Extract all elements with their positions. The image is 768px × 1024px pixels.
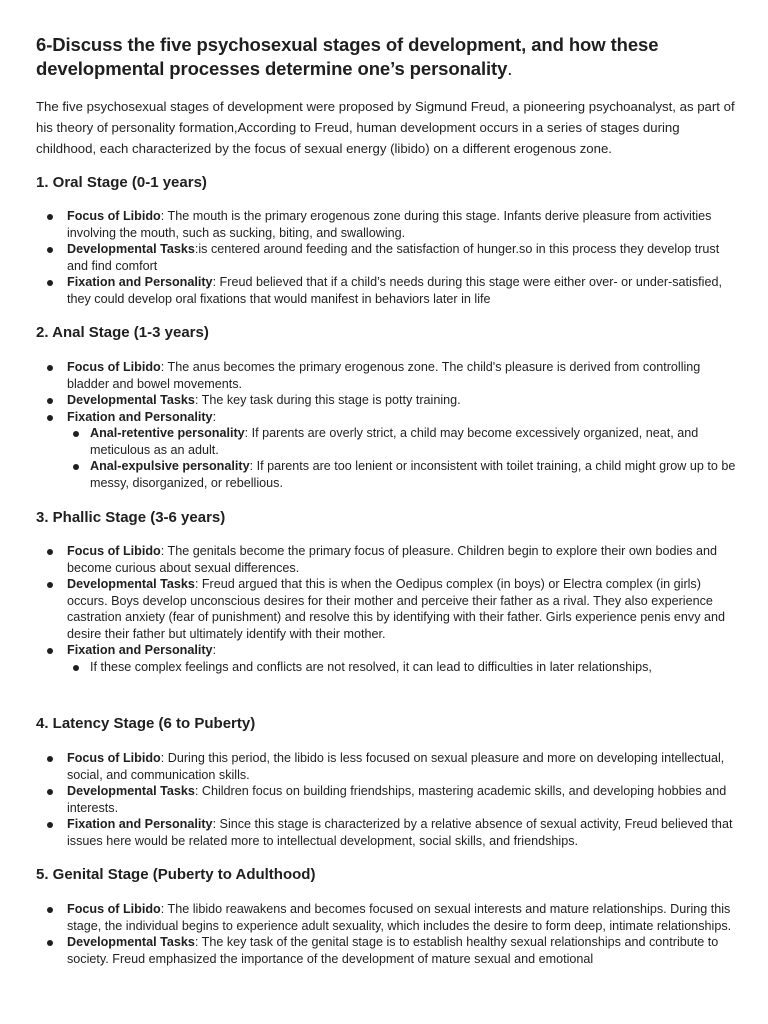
item-term: Focus of Libido [67, 902, 161, 916]
list-item [36, 750, 736, 783]
stage-1-list [36, 208, 736, 307]
item-text: : The libido reawakens and becomes focused on sexual interests and mature relationships. During this stage, the individual begins to experience adult sexuality, which includes the desire to form deep, intimate relationships. [67, 902, 732, 933]
intro-paragraph: The five psychosexual stages of development were proposed by Sigmund Freud, a pioneering psychoanalyst, as part of his theory of personality formation,According to Freud, human development occurs in a series of stages during childhood, each characterized by the focus of sexual energy (libido) on a different erogenous zone. [36, 99, 735, 156]
item-term: Developmental Tasks [67, 784, 195, 798]
item-term: Fixation and Personality [67, 275, 213, 289]
item-term: Fixation and Personality [67, 409, 213, 424]
document-title [36, 33, 736, 81]
item-term: Focus of Libido [67, 209, 161, 223]
item-text: : [212, 409, 217, 424]
stage-3-list [36, 543, 736, 675]
stage-2-sublist [67, 425, 736, 491]
stage-2-list [36, 359, 736, 491]
item-text: : Freud believed that if a child’s needs during this stage were either over- or under-satisfied, they could develop oral fixations that would manifest in behaviors later in life [67, 275, 722, 306]
item-term: Anal-expulsive personality [90, 459, 250, 473]
item-text: : During this period, the libido is less focused on sexual pleasure and more on developing intellectual, social, and communication skills. [67, 751, 725, 782]
stage-4-list [36, 750, 736, 849]
list-item [36, 241, 736, 274]
item-text: : If parents are too lenient or inconsistent with toilet training, a child might grow up to be messy, disorganized, or rebellious. [90, 459, 736, 490]
list-item [36, 783, 736, 816]
stage-2-heading: 2. Anal Stage (1-3 years) [36, 324, 209, 341]
item-term: Developmental Tasks [67, 577, 195, 591]
stage-4-heading: 4. Latency Stage (6 to Puberty) [36, 715, 256, 732]
sub-list-item [67, 458, 736, 491]
stage-3-sublist [67, 659, 736, 676]
item-term: Fixation and Personality [67, 643, 213, 657]
item-text: : Freud argued that this is when the Oedipus complex (in boys) or Electra complex (in girls) occurs. Boys develop unconscious desires for their mother and perceive their father as a rival. They also experience castration anxiety (fear of punishment) and resolve this by identifying with their father. Girls experience penis envy and desire their father but ultimately identify with their mother. [67, 577, 726, 641]
item-text: :is centered around feeding and the satisfaction of hunger.so in this process they develop trust and find comfort [67, 242, 720, 273]
item-text: : [212, 643, 217, 657]
sub-list-item [67, 425, 736, 458]
item-term: Fixation and Personality [67, 817, 213, 831]
item-text: : The anus becomes the primary erogenous zone. The child's pleasure is derived from controlling bladder and bowel movements. [67, 360, 701, 391]
stage-3-heading: 3. Phallic Stage (3-6 years) [36, 509, 226, 526]
item-term: Focus of Libido [67, 751, 161, 765]
list-item [36, 816, 736, 849]
stage-5-heading: 5. Genital Stage (Puberty to Adulthood) [36, 866, 316, 883]
item-text: : The genitals become the primary focus of pleasure. Children begin to explore their own bodies and become curious about sexual differences. [67, 544, 718, 575]
item-text: : Since this stage is characterized by a relative absence of sexual activity, Freud believed that issues here would be related more to intellectual development, social skills, and friendships. [67, 817, 733, 848]
item-text: If these complex feelings and conflicts are not resolved, it can lead to difficulties in later relationships, [90, 659, 652, 674]
stage-5-list [36, 901, 736, 967]
item-term: Developmental Tasks [67, 242, 195, 256]
list-item [36, 392, 736, 409]
list-item [36, 934, 736, 967]
item-term: Focus of Libido [67, 544, 161, 558]
item-text: : The key task during this stage is potty training. [194, 393, 461, 407]
list-item [36, 543, 736, 576]
list-item [36, 409, 736, 492]
item-text: : The key task of the genital stage is to establish healthy sexual relationships and contribute to society. Freud emphasized the importance of the development of mature sexual and emotional [67, 935, 719, 966]
list-item [36, 359, 736, 392]
title-text: 6-Discuss the five psychosexual stages of development, and how these developmental processes determine one’s personality [36, 34, 659, 79]
item-text: : Children focus on building friendships, mastering academic skills, and developing hobbies and interests. [67, 784, 727, 815]
item-text: : The mouth is the primary erogenous zone during this stage. Infants derive pleasure from activities involving the mouth, such as sucking, biting, and swallowing. [67, 209, 712, 240]
list-item [36, 642, 736, 675]
item-text: : If parents are overly strict, a child may become excessively organized, neat, and meticulous as an adult. [90, 426, 699, 457]
item-term: Developmental Tasks [67, 935, 195, 949]
list-item [36, 901, 736, 934]
stage-1-heading: 1. Oral Stage (0-1 years) [36, 174, 207, 191]
list-item [36, 208, 736, 241]
list-item [36, 274, 736, 307]
item-term: Focus of Libido [67, 360, 161, 374]
sub-list-item [67, 659, 736, 676]
title-period: . [507, 58, 513, 79]
item-term: Anal-retentive personality [90, 426, 245, 440]
item-term: Developmental Tasks [67, 393, 195, 407]
list-item [36, 576, 736, 642]
